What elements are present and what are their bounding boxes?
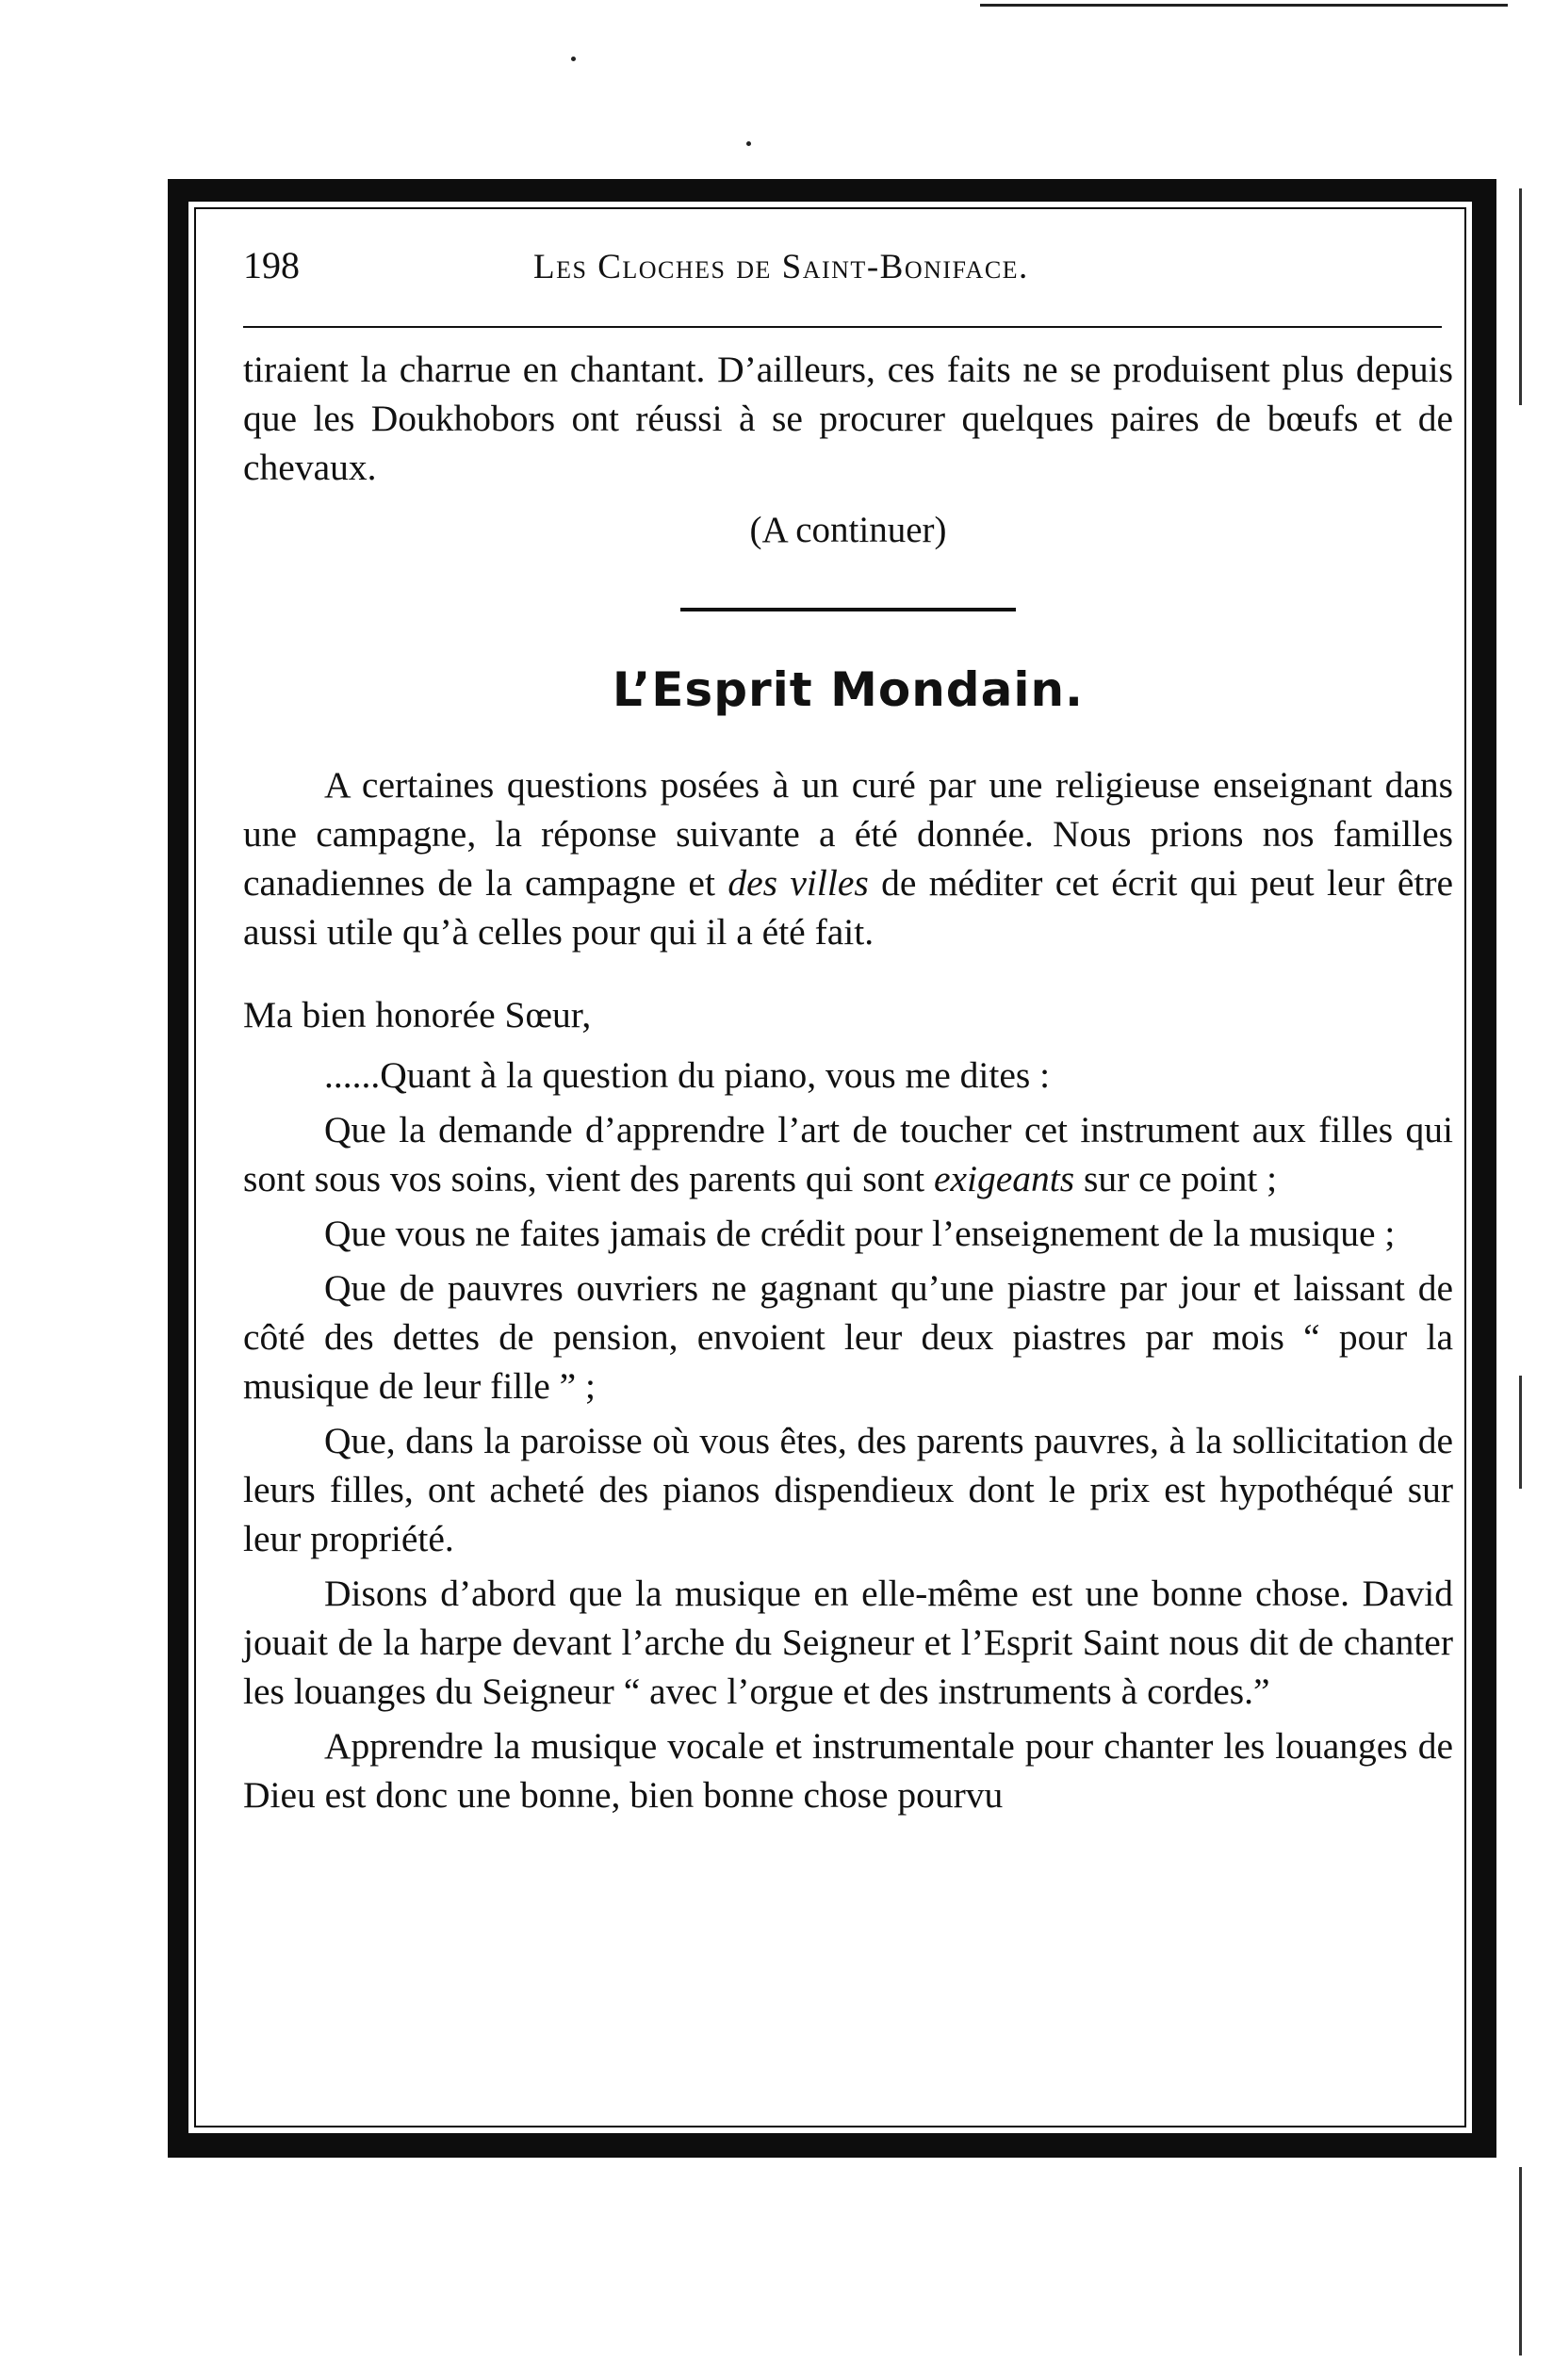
to-be-continued-note: (A continuer) xyxy=(749,510,947,550)
section-divider-rule xyxy=(680,608,1016,611)
article-intro-paragraph xyxy=(243,760,1453,956)
letter-salutation: Ma bien honorée Sœur, xyxy=(243,994,592,1035)
running-head xyxy=(243,243,1453,300)
intro-text: A certaines questions posées à un curé par une religieuse enseignant dans une campagne, la réponse suivante a été donnée. Nous prions nos familles canadiennes de la campagne et xyxy=(243,764,1453,904)
continuation-paragraph: tiraient la charrue en chantant. D’ailleurs, ces faits ne se produisent plus depuis que les Doukhobors ont réussi à se procurer quelques paires de bœufs et de chevaux. xyxy=(243,349,1453,488)
letter-paragraph-5: Disons d’abord que la musique en elle-même est une bonne chose. David jouait de la harpe devant l’arche du Seigneur et l’Esprit Saint nous dit de chanter les louanges du Seigneur “ avec l’orgue et des instruments à cordes.” xyxy=(243,1573,1453,1712)
p1-text: Que la demande d’apprendre l’art de toucher cet instrument aux filles qui sont sous vos soins, vient des parents qui sont xyxy=(243,1109,1453,1199)
p1-text-end: sur ce point ; xyxy=(1074,1158,1278,1199)
letter-paragraph-2: Que vous ne faites jamais de crédit pour l’enseignement de la musique ; xyxy=(324,1213,1396,1254)
running-title: Les Cloches de Saint-Boniface. xyxy=(533,248,1029,286)
letter-opening: ......Quant à la question du piano, vous me dites : xyxy=(324,1054,1051,1096)
scan-margin-mark xyxy=(1519,1376,1522,1489)
scan-speck xyxy=(746,141,751,146)
letter-paragraph-6: Apprendre la musique vocale et instrumentale pour chanter les louanges de Dieu est donc une bonne, bien bonne chose pourvu xyxy=(243,1725,1453,1816)
letter-paragraph-1 xyxy=(243,1105,1453,1203)
intro-emphasis: des villes xyxy=(727,862,869,904)
letter-paragraph-3: Que de pauvres ouvriers ne gagnant qu’une piastre par jour et laissant de côté des dettes de pension, envoient leur deux piastres par mois “ pour la musique de leur fille ” ; xyxy=(243,1267,1453,1407)
p1-emphasis: exigeants xyxy=(933,1158,1075,1199)
article-title: L’Esprit Mondain. xyxy=(612,662,1085,717)
scan-speck xyxy=(571,57,576,61)
letter-paragraph-4: Que, dans la paroisse où vous êtes, des parents pauvres, à la sollicitation de leurs filles, ont acheté des pianos dispendieux dont le prix est hypothéqué sur leur propriété. xyxy=(243,1420,1453,1559)
intro-text-end: de méditer cet écrit qui peut leur être aussi utile qu’à celles pour qui il a été fait. xyxy=(243,862,1454,953)
scan-margin-mark xyxy=(1519,188,1522,405)
scan-edge-line xyxy=(980,4,1508,7)
page-content xyxy=(243,243,1453,2118)
page-number: 198 xyxy=(243,244,300,286)
scan-margin-mark xyxy=(1519,2167,1522,2356)
header-rule xyxy=(243,326,1442,328)
